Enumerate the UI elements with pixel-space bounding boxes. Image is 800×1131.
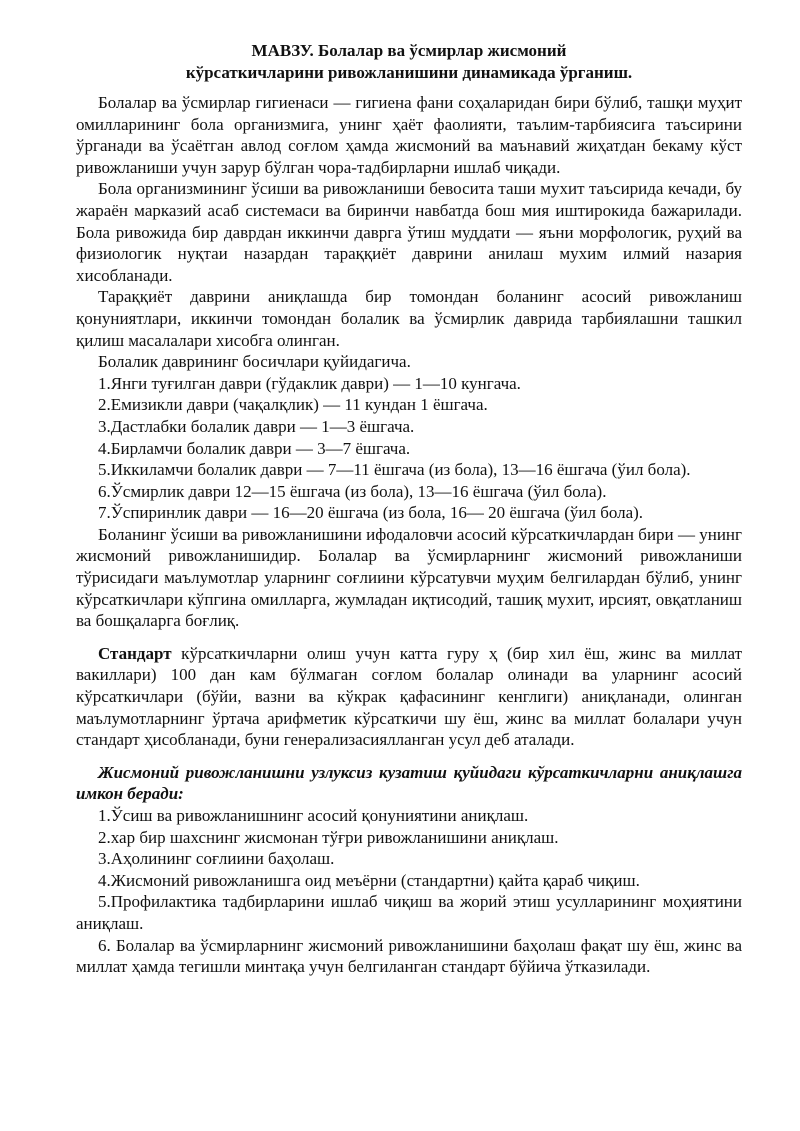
- list-item-text: Ўсиш ва ривожланишнинг асосий қонуниятини аниқлаш.: [110, 806, 529, 825]
- list-item-number: 4.: [98, 870, 111, 890]
- list-item-number: 3.: [98, 416, 111, 436]
- list-item-number: 4.: [98, 438, 111, 458]
- spacer: [76, 751, 742, 762]
- list-item: [76, 416, 742, 438]
- title-line-1: МАВЗУ. Болалар ва ўсмирлар жисмоний: [251, 41, 567, 60]
- list-item: [76, 502, 742, 524]
- list-item-text: Жисмоний ривожланишга оид меъёрни (стандартни) қайта қараб чиқиш.: [110, 870, 640, 890]
- paragraph-periods-intro: Болалик даврининг босичлари қуйидагича.: [98, 352, 411, 372]
- list-item-number: 5.: [98, 892, 111, 912]
- paragraph-intro: Болалар ва ўсмирлар гигиенаси — гигиена фани соҳаларидан бири бўлиб, ташқи муҳит омилларининг бола организмига, унинг ҳаёт фаолияти, таълим-тарбиясига таъсирини ўрганади ва ўсаётган авлод соғлом ҳамда жисмоний ва маънавий жиҳатдан бекаму кўст ривожланиши учун зарур бўлган чора-тадбирларни ишлаб чиқади.: [76, 93, 742, 177]
- standard-text: кўрсаткичларни олиш учун катта гуру ҳ (бир хил ёш, жинс ва миллат вакиллари) 100 дан кам бўлмаган соғлом болалар олинади ва уларнинг асосий кўрсаткичлари (бўйи, вазни ва кўкрак қафасининг кенглиги) аниқланади, олинган маълумотларнинг ўртача арифметик кўрсаткичи шу ёш, жинс ва миллат болалари учун стандарт ҳисобланади, буни генерализасиялланган усул деб аталади.: [76, 643, 742, 750]
- list-item: [76, 481, 742, 503]
- spacer: [76, 632, 742, 643]
- list-item-text: хар бир шахснинг жисмонан тўғри ривожланишини аниқлаш.: [110, 827, 559, 847]
- list-item: [76, 827, 742, 849]
- list-item-number: 5.: [98, 460, 111, 480]
- list-item-number: 1.: [98, 806, 111, 825]
- periods-list: [76, 373, 742, 524]
- list-item: [76, 891, 742, 934]
- list-item-text: Аҳолининг соғлиини баҳолаш.: [110, 849, 335, 869]
- list-item-text: Ўспиринлик даври — 16—20 ёшгача (из бола, 16— 20 ёшгача (ўил бола).: [110, 503, 644, 523]
- list-item-text: Емизикли даври (чақалқлик) — 11 кундан 1 ёшгача.: [110, 395, 488, 415]
- list-item-number: 1.: [98, 373, 111, 393]
- list-item-text: Ўсмирлик даври 12—15 ёшгача (из бола), 13—16 ёшгача (ўил бола).: [110, 481, 607, 501]
- list-item: [76, 848, 742, 870]
- monitoring-list: [76, 805, 742, 935]
- document-title: [76, 40, 742, 84]
- paragraph-assessment: 6. Болалар ва ўсмирларнинг жисмоний ривожланишини баҳолаш фақат шу ёш, жинс ва миллат ҳамда тегишли минтақа учун белгиланган стандарт бўйича ўтказилади.: [76, 935, 742, 977]
- list-item-number: 3.: [98, 849, 111, 869]
- list-item-number: 2.: [98, 827, 111, 847]
- paragraph-physical-development: Боланинг ўсиши ва ривожланишини ифодаловчи асосий кўрсаткичлардан бири — унинг жисмоний ривожланишидир. Болалар ва ўсмирларнинг жисмоний ривожланиши тўрисидаги маълумотлар уларнинг соғлиини кўрсатувчи муҳим белгилардан бўлиб, унинг кўрсаткичлари кўпгина омилларга, жумладан иқтисодий, ташиқ мухит, ирсият, овқатланиш ва бошқаларга боғлиқ.: [76, 524, 742, 631]
- list-item: [76, 805, 742, 827]
- paragraph-growth: Бола организмининг ўсиши ва ривожланиши бевосита таши мухит таъсирида кечади, бу жараён марказий асаб системаси ва биринчи навбатда бош мия иштирокида бажарилади. Бола ривожида бир даврдан иккинчи даврга ўтиш муддати — яъни морфологик, руҳий ва физиологик нуқтаи назардан тараққиёт даврини анилаш мухим илмий назария хисобланади.: [76, 179, 742, 285]
- list-item-text: Профилактика тадбирларини ишлаб чиқиш ва жорий этиш усулларининг моҳиятини аниқлаш.: [76, 892, 742, 933]
- paragraph-periods-basis: Тараққиёт даврини аниқлашда бир томондан боланинг асосий ривожланиш қонуниятлари, иккинчи томондан болалик ва ўсмирлик даврида тарбиялашни ташкил қилиш масалалари хисобга олинган.: [76, 287, 742, 350]
- list-item-number: 6.: [98, 481, 111, 501]
- monitoring-heading: Жисмоний ривожланишни узлуксиз кузатиш қуйидаги кўрсаткичларни аниқлашга имкон беради:: [76, 762, 742, 804]
- list-item-text: Янги туғилган даври (гўдаклик даври) — 1—10 кунгача.: [110, 373, 521, 393]
- standard-term: Стандарт: [98, 643, 172, 663]
- list-item: [76, 438, 742, 460]
- list-item: [76, 373, 742, 395]
- list-item-text: Дастлабки болалик даври — 1—3 ёшгача.: [110, 416, 415, 436]
- list-item-text: Иккиламчи болалик даври — 7—11 ёшгача (из бола), 13—16 ёшгача (ўил бола).: [110, 460, 691, 480]
- paragraph-standard: [76, 643, 742, 751]
- list-item: [76, 870, 742, 892]
- title-line-2: кўрсаткичларини ривожланишини динамикада ўрганиш.: [185, 63, 633, 82]
- list-item: [76, 394, 742, 416]
- list-item: [76, 459, 742, 481]
- list-item-text: Бирламчи болалик даври — 3—7 ёшгача.: [110, 438, 411, 458]
- list-item-number: 2.: [98, 395, 111, 415]
- list-item-number: 7.: [98, 503, 111, 523]
